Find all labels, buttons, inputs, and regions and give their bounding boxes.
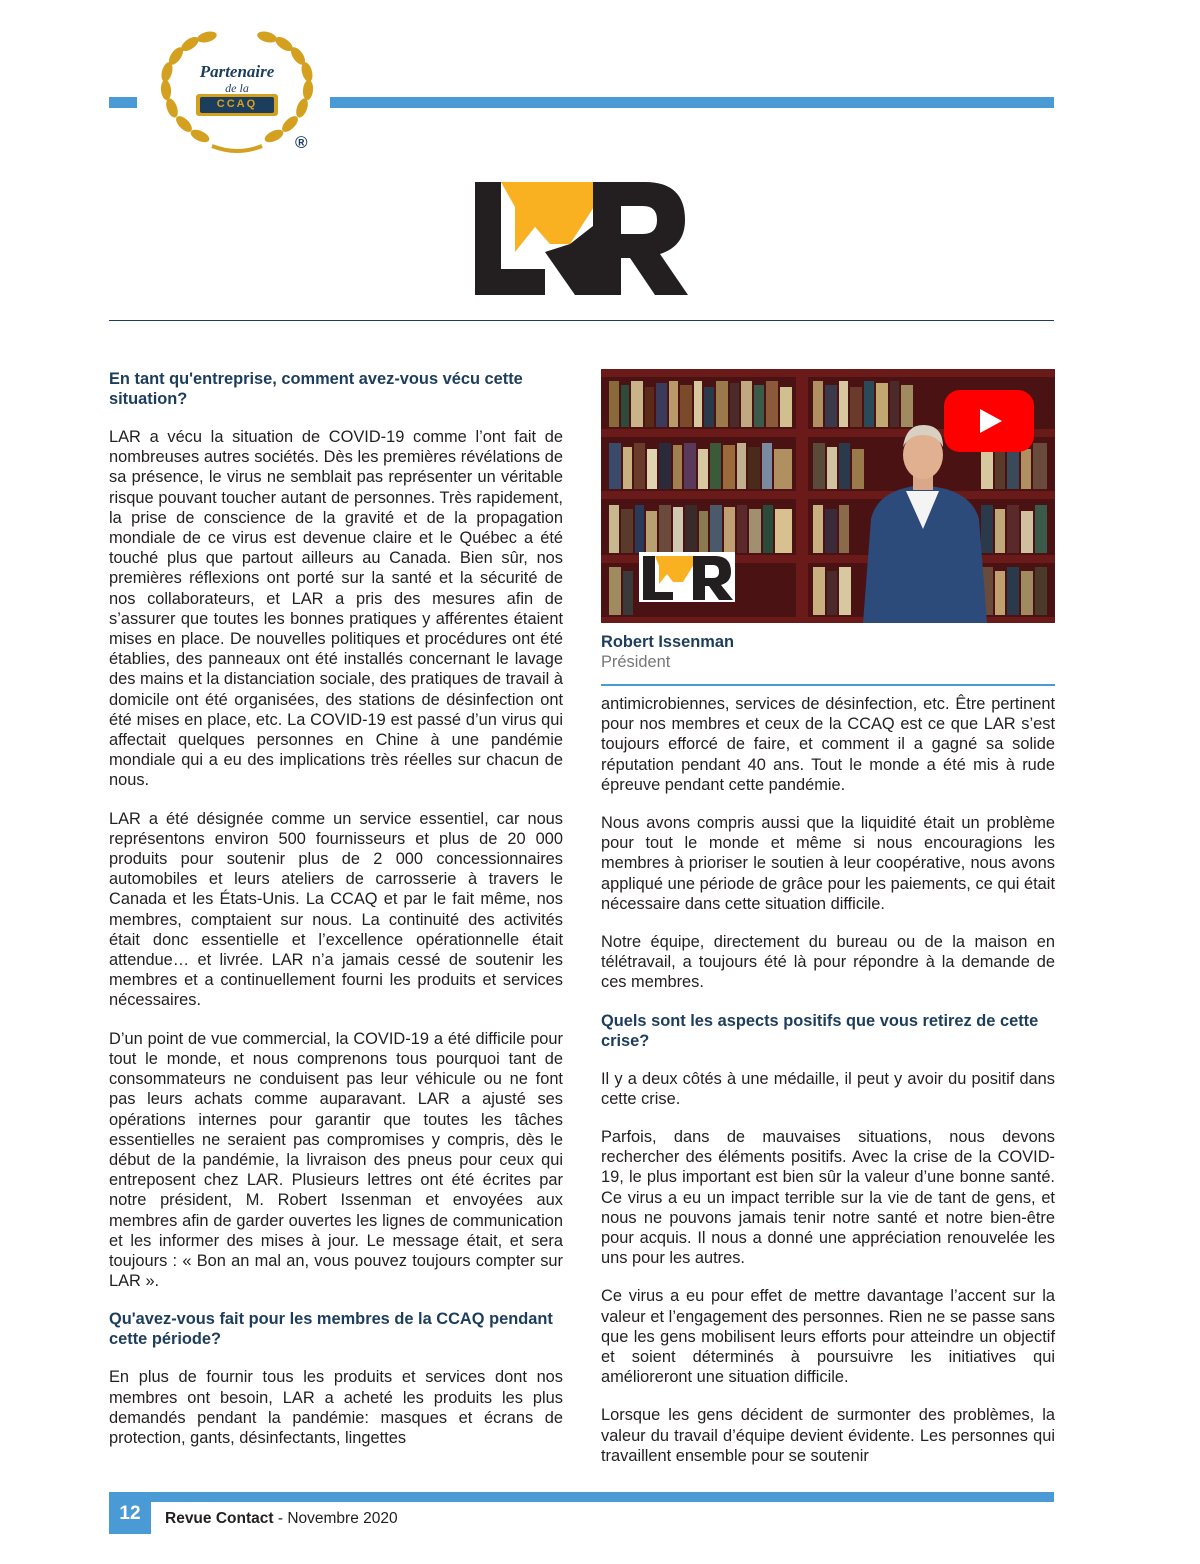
badge-line1: Partenaire bbox=[199, 62, 275, 81]
paragraph: Lorsque les gens décident de surmonter des problèmes, la valeur du travail d’équipe devient évidente. Les personnes qui travaillent ensemble pour se soutenir bbox=[601, 1406, 1055, 1465]
paragraph: Notre équipe, directement du bureau ou de la maison en télétravail, a toujours été là pour répondre à la demande de ces membres. bbox=[601, 933, 1055, 992]
footer-separator: - bbox=[273, 1510, 288, 1527]
divider bbox=[109, 320, 1054, 321]
page-number: 12 bbox=[119, 1503, 141, 1524]
play-icon bbox=[944, 390, 1034, 452]
badge-logo-text: CCAQ bbox=[216, 98, 258, 110]
footer-bar bbox=[109, 1492, 1054, 1502]
question-heading: Quels sont les aspects positifs que vous retirez de cette crise? bbox=[601, 1011, 1039, 1050]
paragraph: Ce virus a eu pour effet de mettre davantage l’accent sur la valeur et l’engagement des personnes. Rien ne se passe sans que les gens mobilisent leurs efforts pour atteindre un objectif et soient déterminés à poursuivre les initiatives qui amélioreront une situation difficile. bbox=[601, 1287, 1055, 1387]
paragraph: LAR a été désignée comme un service essentiel, car nous représentons environ 500 fournisseurs et plus de 20 000 produits pour soutenir plus de 2 000 concessionnaires automobiles et leurs ateliers de carrosserie à travers le Canada et les États-Unis. La CCAQ et par le fait même, nos membres, comptaient sur nous. La continuité des activités était donc essentielle et l’excellence opérationnelle était attendue… et livrée. LAR n’a jamais cessé de soutenir les membres et a continuellement fourni les produits et services nécessaires. bbox=[109, 809, 563, 1010]
footer-text bbox=[165, 1510, 398, 1528]
video-thumbnail[interactable] bbox=[601, 369, 1055, 623]
page-number-box bbox=[109, 1492, 151, 1534]
question-heading: En tant qu'entreprise, comment avez-vous vécu cette situation? bbox=[109, 370, 523, 408]
paragraph: Il y a deux côtés à une médaille, il peut y avoir du positif dans cette crise. bbox=[601, 1069, 1055, 1108]
caption-title: Président bbox=[601, 653, 671, 671]
header-bar-right bbox=[330, 97, 1054, 108]
partner-badge bbox=[152, 28, 322, 158]
right-column bbox=[601, 694, 1055, 1484]
question-heading: Qu'avez-vous fait pour les membres de la CCAQ pendant cette période? bbox=[109, 1310, 553, 1349]
caption-name: Robert Issenman bbox=[601, 633, 734, 651]
issue-date: Novembre 2020 bbox=[287, 1510, 398, 1527]
left-column bbox=[109, 369, 563, 1466]
publication-name: Revue Contact bbox=[165, 1510, 274, 1527]
paragraph: LAR a vécu la situation de COVID-19 comme l’ont fait de nombreuses autres sociétés. Dès les premières révélations de sa présence, le virus ne semblait pas représenter un véritable risque pouvant toucher autant de personnes. Très rapidement, la prise de conscience de la gravité et de la propagation mondiale de ce virus est devenue claire et le Québec a été touché plus que partout ailleurs au Canada. Bien sûr, nos premières réflexions ont porté sur la santé et la sécurité de nos collaborateurs, et LAR a pris des mesures afin de s’assurer que toutes les bonnes pratiques y afférentes étaient mises en place. De nouvelles politiques et procédures ont été établies, des panneaux ont été installés concernant le lavage des mains et la distanciation sociale, des pratiques de travail à domicile ont été organisées, des stations de désinfection ont été mises en place, etc. La COVID-19 est passé d’un virus qui affectait quelques personnes en Chine à une pandémie mondiale qui a eu des implications très réelles sur chacun de nous. bbox=[109, 428, 563, 790]
registered-mark: ® bbox=[295, 133, 308, 152]
play-button[interactable] bbox=[944, 390, 1034, 452]
paragraph: Parfois, dans de mauvaises situations, nous devons rechercher des éléments positifs. Avec la crise de la COVID-19, le plus important est bien sûr la valeur d’une bonne santé. Ce virus a eu un impact terrible sur la vie de tant de gens, et nous ne pouvons jamais tenir notre santé et notre bien-être pour acquis. Il nous a donné une appréciation renouvelée les uns pour les autres. bbox=[601, 1128, 1055, 1268]
paragraph: En plus de fournir tous les produits et services dont nos membres ont besoin, LAR a acheté les produits les plus demandés pendant la pandémie: masques et écrans de protection, gants, désinfectants, lingettes bbox=[109, 1368, 563, 1447]
paragraph: antimicrobiennes, services de désinfection, etc. Être pertinent pour nos membres et ceux de la CCAQ est ce que LAR s’est toujours efforcé de faire, et comment il a gagné sa solide réputation pendant 40 ans. Tout le monde a été mis à rude épreuve pendant cette pandémie. bbox=[601, 695, 1055, 794]
paragraph: Nous avons compris aussi que la liquidité était un problème pour tout le monde et même si nous encouragions les membres à prioriser le soutien à leur coopérative, nous avons appliqué une période de grâce pour les paiements, ce qui était nécessaire dans cette situation difficile. bbox=[601, 814, 1055, 913]
badge-line2: de la bbox=[225, 81, 249, 95]
lar-logo bbox=[475, 182, 688, 295]
paragraph: D’un point de vue commercial, la COVID-19 a été difficile pour tout le monde, et nous comprenons tous pourquoi tant de consommateurs ne conduisent pas leur véhicule ou ne font pas leurs achats comme auparavant. LAR a ajusté ses opérations internes pour garantir que toutes les tâches essentielles ne seraient pas compromises y compris, dès le début de la pandémie, la livraison des pneus pour ceux qui entreposent chez LAR. Plusieurs lettres ont été écrites par notre président, M. Robert Issenman et envoyées aux membres afin de garder ouvertes les lignes de communication et les informer des mises à jour. Le message était, et sera toujours : « Bon an mal an, vous pouvez toujours compter sur LAR ». bbox=[109, 1029, 563, 1291]
header-bar-left bbox=[109, 97, 137, 108]
caption-divider bbox=[601, 684, 1055, 686]
